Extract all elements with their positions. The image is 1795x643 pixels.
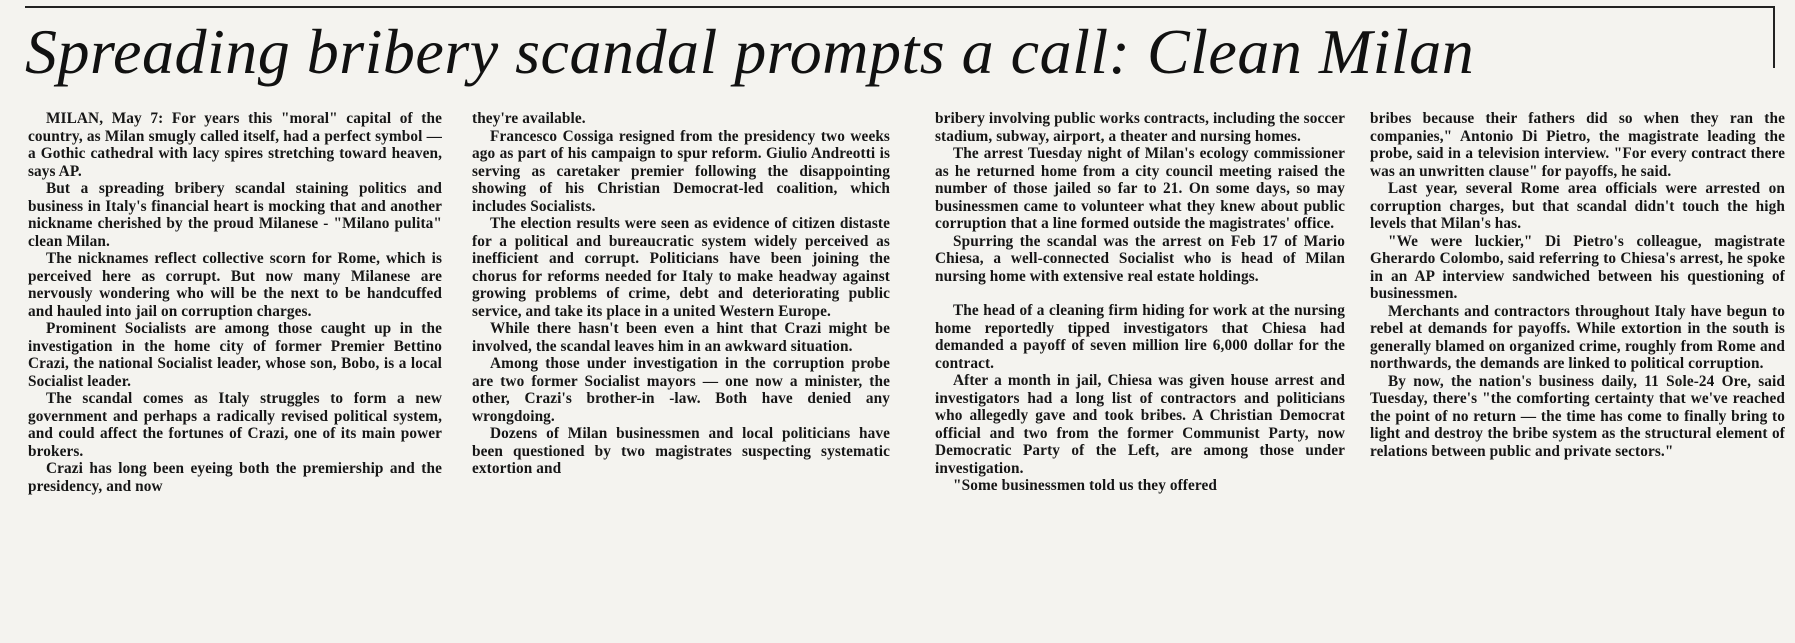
article-column-3	[935, 110, 1345, 635]
paragraph: MILAN, May 7: For years this "moral" capital of the country, as Milan smugly called itself, had a perfect symbol — a Gothic cathedral with lacy spires stretching toward heaven, says AP.	[28, 110, 442, 180]
paragraph: bribery involving public works contracts, including the soccer stadium, subway, airport, a theater and nursing homes.	[935, 110, 1345, 145]
paragraph: Last year, several Rome area officials were arrested on corruption charges, but that scandal didn't touch the high levels that Milan's has.	[1370, 180, 1785, 232]
paragraph: "We were luckier," Di Pietro's colleague, magistrate Gherardo Colombo, said referring to Chiesa's arrest, he spoke in an AP interview sandwiched between his questioning of businessmen.	[1370, 232, 1785, 302]
article-column-4	[1370, 110, 1785, 635]
paragraph: Francesco Cossiga resigned from the presidency two weeks ago as part of his campaign to spur reform. Giulio Andreotti is serving as caretaker premier following the disappointing showing of his Christian Democrat-led coalition, which includes Socialists.	[472, 127, 890, 215]
article-column-2	[472, 110, 890, 635]
paragraph: After a month in jail, Chiesa was given house arrest and investigators had a long list of contractors and politicians who allegedly gave and took bribes. A Christian Democrat official and two from the former Communist Party, now Democratic Party of the Left, are among those under investigation.	[935, 372, 1345, 477]
paragraph: they're available.	[472, 110, 586, 127]
paragraph: Among those under investigation in the corruption probe are two former Socialist mayors — one now a minister, the other, Crazi's brother-in -law. Both have denied any wrongdoing.	[472, 355, 890, 425]
paragraph: Crazi has long been eyeing both the premiership and the presidency, and now	[28, 460, 442, 495]
paragraph: Merchants and contractors throughout Italy have begun to rebel at demands for payoffs. While extortion in the south is generally blamed on organized crime, roughly from Rome and northwards, the demands are linked to political corruption.	[1370, 302, 1785, 372]
headline: Spreading bribery scandal prompts a call: Clean Milan	[25, 16, 1475, 87]
paragraph: The head of a cleaning firm hiding for work at the nursing home reportedly tipped investigators that Chiesa had demanded a payoff of seven million lire 6,000 dollar for the contract.	[935, 302, 1345, 372]
top-border-rule	[25, 6, 1775, 8]
paragraph: By now, the nation's business daily, 11 Sole-24 Ore, said Tuesday, there's "the comforting certainty that we've reached the point of no return — the time has come to finally bring to light and destroy the bribe system as the structural element of relations between public and private sectors."	[1370, 372, 1785, 460]
paragraph: Dozens of Milan businessmen and local politicians have been questioned by two magistrates suspecting systematic extortion and	[472, 425, 890, 477]
paragraph: Spurring the scandal was the arrest on Feb 17 of Mario Chiesa, a well-connected Socialist who is head of Milan nursing home with extensive real estate holdings.	[935, 232, 1345, 285]
paragraph: The election results were seen as evidence of citizen distaste for a political and bureaucratic system widely perceived as inefficient and corrupt. Politicians have been joining the chorus for reforms needed for Italy to make headway against growing problems of crime, debt and deteriorating public service, and take its place in a united Western Europe.	[472, 215, 890, 320]
paragraph: Prominent Socialists are among those caught up in the investigation in the home city of former Premier Bettino Crazi, the national Socialist leader, whose son, Bobo, is a local Socialist leader.	[28, 320, 442, 390]
article-column-1	[28, 110, 442, 635]
paragraph: The nicknames reflect collective scorn for Rome, which is perceived here as corrupt. But now many Milanese are nervously wondering who will be the next to be handcuffed and hauled into jail on corruption charges.	[28, 250, 442, 320]
paragraph: The scandal comes as Italy struggles to form a new government and perhaps a radically revised political system, and could affect the fortunes of Crazi, one of its main power brokers.	[28, 390, 442, 460]
paragraph: While there hasn't been even a hint that Crazi might be involved, the scandal leaves him in an awkward situation.	[472, 320, 890, 355]
paragraph: bribes because their fathers did so when they ran the companies," Antonio Di Pietro, the magistrate leading the probe, said in a television interview. "For every contract there was an unwritten clause" for payoffs, he said.	[1370, 110, 1785, 180]
paragraph: "Some businessmen told us they offered	[953, 477, 1217, 494]
paragraph: But a spreading bribery scandal staining politics and business in Italy's financial heart is mocking that and another nickname cherished by the proud Milanese - "Milano pulita" clean Milan.	[28, 180, 442, 250]
paragraph: The arrest Tuesday night of Milan's ecology commissioner as he returned home from a city council meeting raised the number of those jailed so far to 21. On some days, so may businessmen came to volunteer what they knew about public corruption that a line formed outside the magistrates' office.	[935, 145, 1345, 232]
